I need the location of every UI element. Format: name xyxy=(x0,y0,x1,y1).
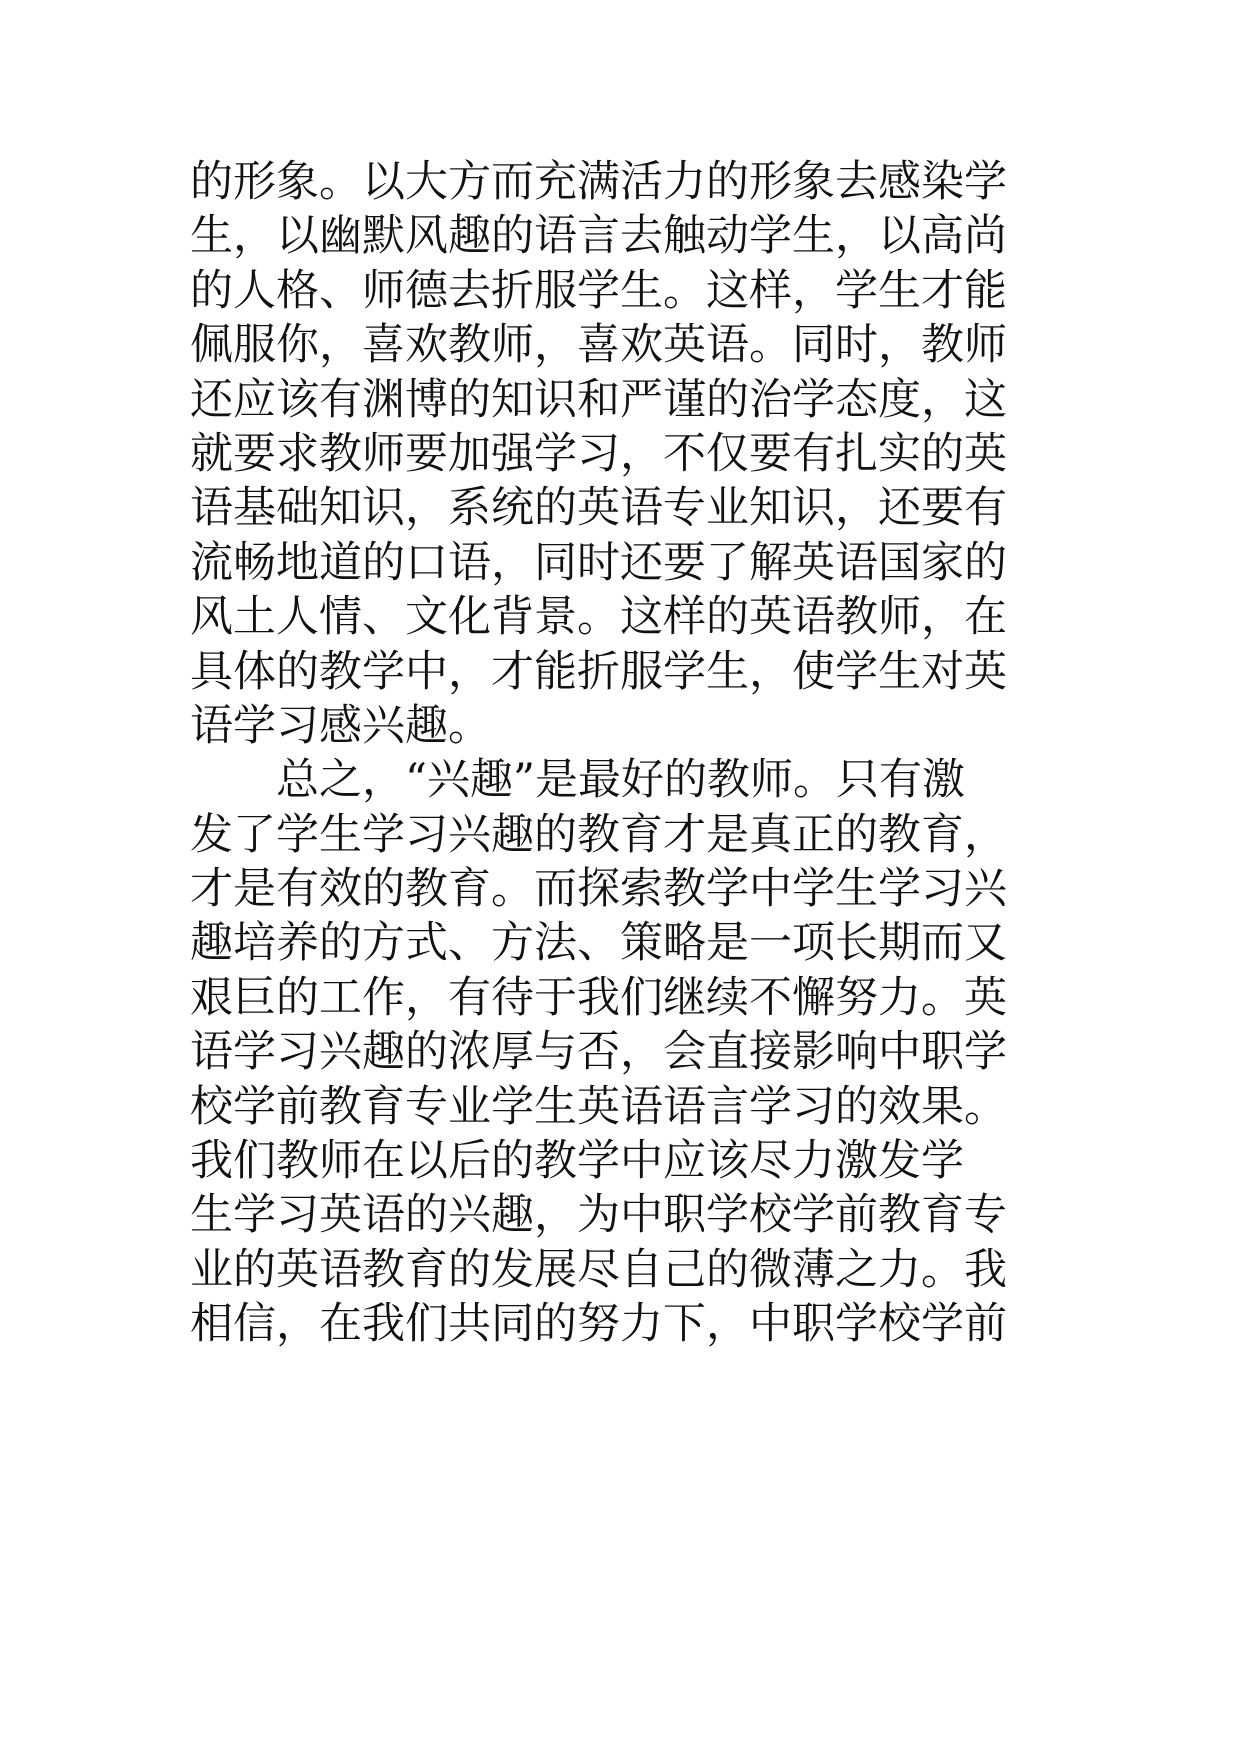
text-line: 风土人情、文化背景。这样的英语教师，在 xyxy=(190,592,1007,643)
text-line: 艰巨的工作，有待于我们继续不懈努力。英 xyxy=(190,972,1007,1023)
text-line: 才是有效的教育。而探索教学中学生学习兴 xyxy=(190,864,1007,915)
text-line: 就要求教师要加强学习，不仅要有扎实的英 xyxy=(190,428,1007,479)
text-line: 校学前教育专业学生英语语言学习的效果。 xyxy=(190,1081,1007,1132)
paragraph-start-line: 总之，“兴趣”是最好的教师。只有激 xyxy=(190,755,965,806)
text-line: 佩服你，喜欢教师，喜欢英语。同时，教师 xyxy=(190,320,1007,371)
text-line: 语基础知识，系统的英语专业知识，还要有 xyxy=(190,483,1007,534)
body-text xyxy=(190,155,1090,1352)
text-line: 语学习感兴趣。 xyxy=(190,700,491,751)
text-line: 的人格、师德去折服学生。这样，学生才能 xyxy=(190,265,1007,316)
text-line: 生，以幽默风趣的语言去触动学生，以高尚 xyxy=(190,211,1007,262)
text-line: 具体的教学中，才能折服学生，使学生对英 xyxy=(190,646,1007,697)
text-line: 我们教师在以后的教学中应该尽力激发学 xyxy=(190,1136,964,1187)
text-line: 业的英语教育的发展尽自己的微薄之力。我 xyxy=(190,1244,1007,1295)
text-line: 发了学生学习兴趣的教育才是真正的教育， xyxy=(190,809,1007,860)
text-line: 的形象。以大方而充满活力的形象去感染学 xyxy=(190,157,1007,207)
text-line: 还应该有渊博的知识和严谨的治学态度，这 xyxy=(190,374,1007,425)
text-line: 流畅地道的口语，同时还要了解英语国家的 xyxy=(190,537,1007,588)
text-line: 生学习英语的兴趣，为中职学校学前教育专 xyxy=(190,1190,1007,1241)
text-line: 语学习兴趣的浓厚与否，会直接影响中职学 xyxy=(190,1027,1007,1078)
text-line: 趣培养的方式、方法、策略是一项长期而又 xyxy=(190,918,1007,969)
text-line: 相信，在我们共同的努力下，中职学校学前 xyxy=(190,1299,1007,1350)
